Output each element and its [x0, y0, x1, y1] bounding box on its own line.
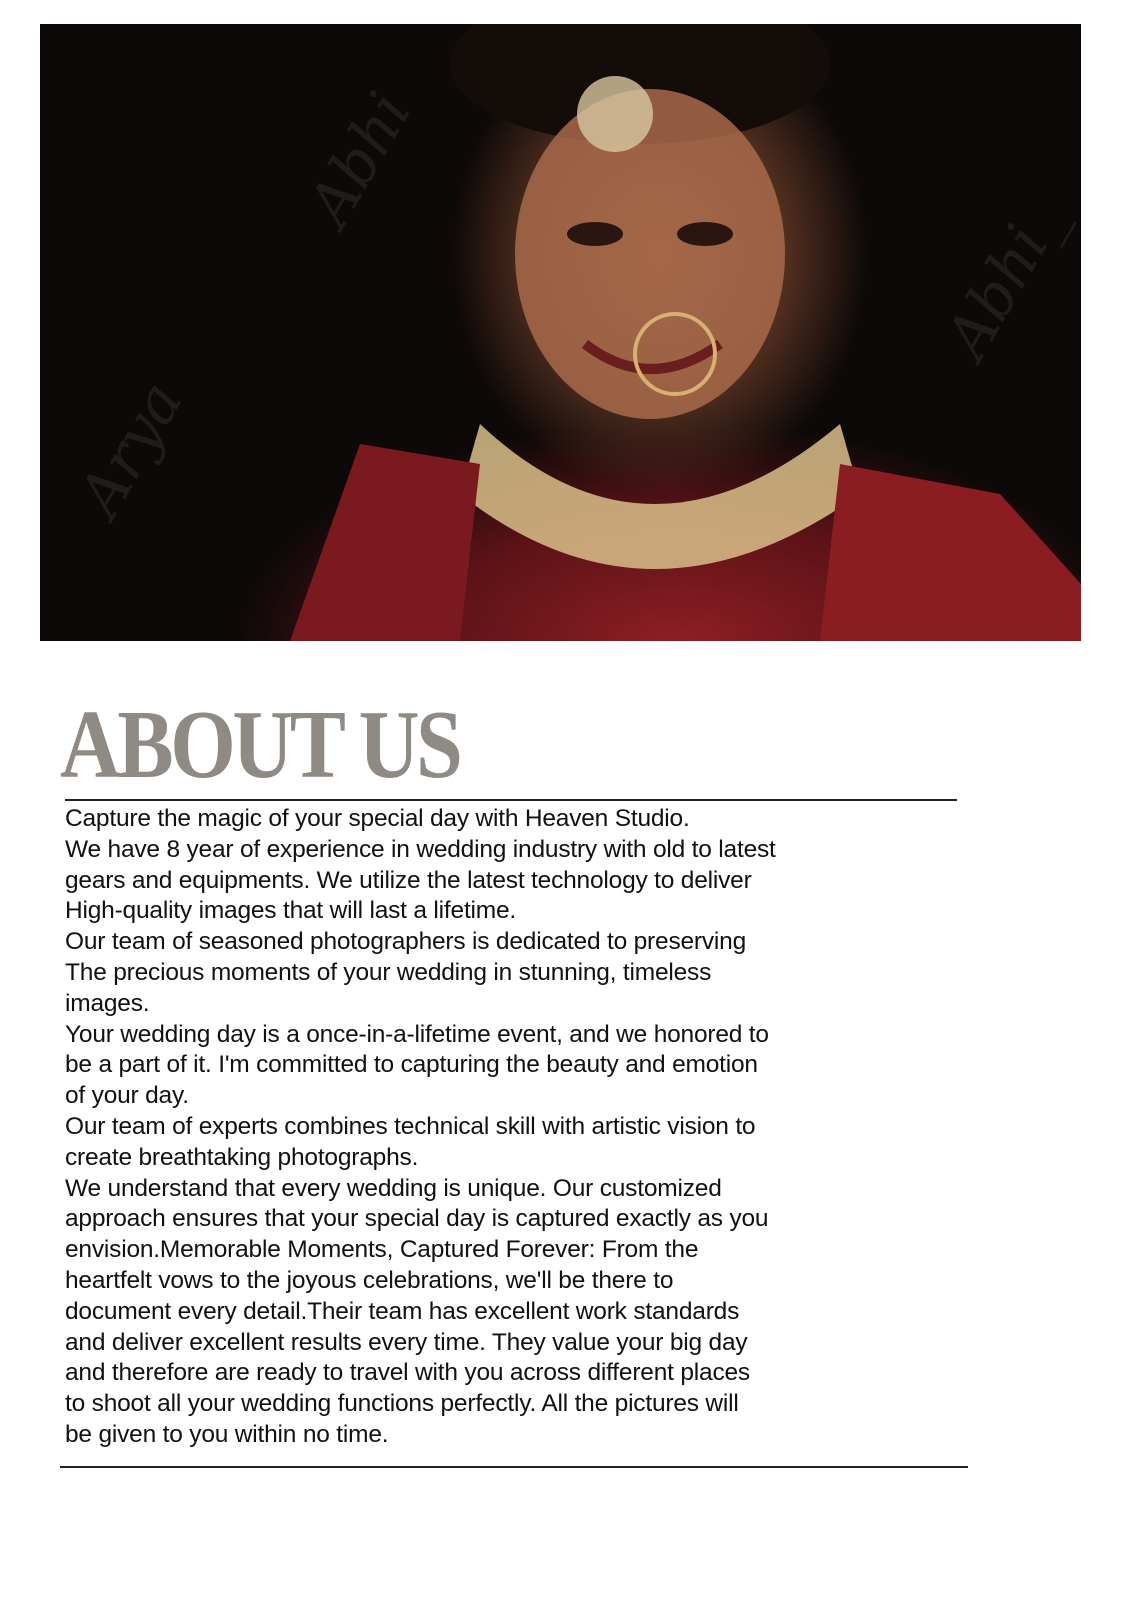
divider [65, 799, 957, 801]
text-line: Our team of seasoned photographers is dedicated to preserving [65, 928, 747, 956]
text-line: heartfelt vows to the joyous celebrations, we'll be there to [65, 1266, 674, 1294]
text-line: The precious moments of your wedding in stunning, timeless [65, 958, 712, 986]
watermark: Arya [65, 370, 197, 528]
text-line: Your wedding day is a once-in-a-lifetime event, and we honored to [65, 1020, 769, 1048]
text-line: We understand that every wedding is unique. Our customized [65, 1174, 722, 1202]
text-line: Our team of experts combines technical skill with artistic vision to [65, 1112, 756, 1140]
watermark: Abhi_ [932, 188, 1078, 370]
watermark: Abhi [294, 81, 425, 237]
text-line: be given to you within no time. [65, 1420, 389, 1448]
text-line: envision.Memorable Moments, Captured Forever: From the [65, 1236, 699, 1264]
text-line: and deliver excellent results every time. They value your big day [65, 1328, 748, 1356]
text-line: gears and equipments. We utilize the latest technology to deliver [65, 866, 752, 894]
bride-illustration [40, 24, 1081, 641]
text-line: High-quality images that will last a lifetime. [65, 897, 517, 925]
text-line: approach ensures that your special day is captured exactly as you [65, 1205, 769, 1233]
page-title: ABOUT US [60, 691, 460, 799]
text-line: and therefore are ready to travel with you across different places [65, 1359, 750, 1387]
bottom-divider [60, 1466, 968, 1468]
text-line: Capture the magic of your special day with Heaven Studio. [65, 805, 690, 832]
bride-photo [40, 24, 1081, 641]
text-line: images. [65, 989, 150, 1017]
text-line: to shoot all your wedding functions perfectly. All the pictures will [65, 1390, 739, 1418]
text-line: document every detail.Their team has excellent work standards [65, 1297, 740, 1325]
text-line: be a part of it. I'm committed to capturing the beauty and emotion [65, 1051, 758, 1079]
text-line: of your day. [65, 1082, 189, 1110]
about-text [65, 804, 776, 1451]
text-line: create breathtaking photographs. [65, 1143, 419, 1171]
text-line: We have 8 year of experience in wedding industry with old to latest [65, 835, 776, 863]
